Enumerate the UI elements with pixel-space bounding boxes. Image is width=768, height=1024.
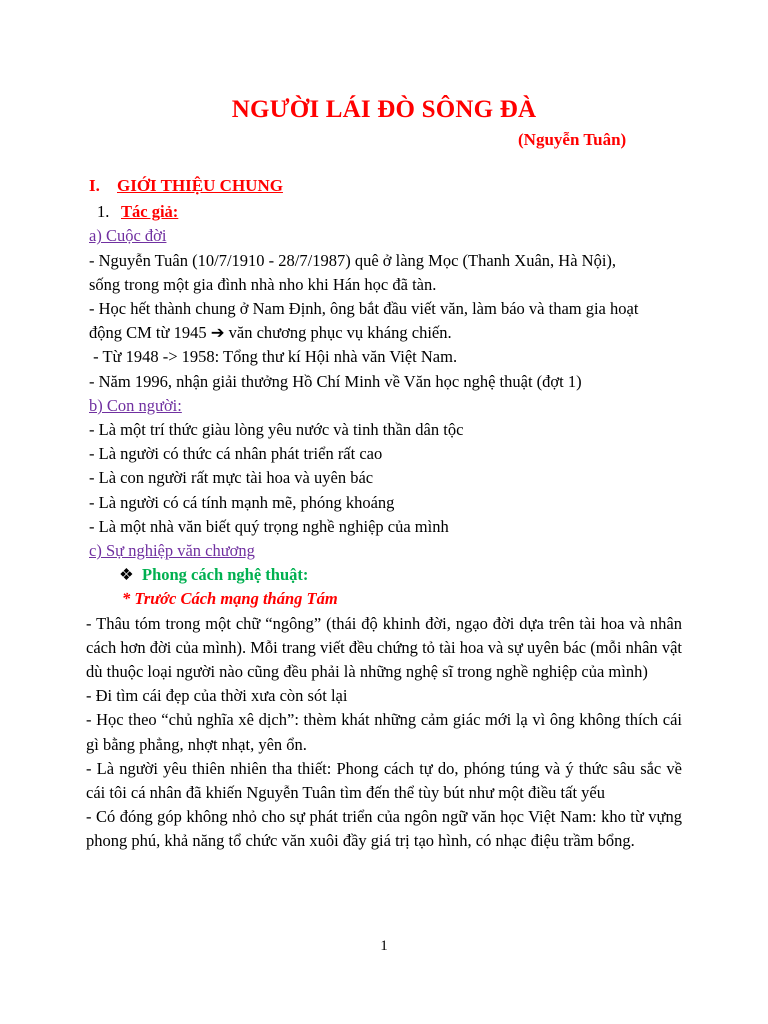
document-title: NGƯỜI LÁI ĐÒ SÔNG ĐÀ <box>231 96 537 123</box>
paragraph: - Học theo “chủ nghĩa xê dịch”: thèm khát những cảm giác mới lạ vì ông không thích cái gì bằng phẳng, nhợt nhạt, yên ổn. <box>86 710 682 754</box>
paragraph-line: - Năm 1996, nhận giải thưởng Hồ Chí Minh về Văn học nghệ thuật (đợt 1) <box>89 371 582 391</box>
list-item: - Là người có cá tính mạnh mẽ, phóng khoáng <box>89 492 395 512</box>
section-heading <box>89 174 689 198</box>
paragraph: - Thâu tóm trong một chữ “ngông” (thái độ khinh đời, ngạo đời dựa trên tài hoa và nhân cách hơn đời của mình). Mỗi trang viết đều chứng tỏ tài hoa và sự uyên bác (mỗi nhân vật dù thuộc loại người nào cũng đều phải là những nghệ sĩ trong nghề nghiệp của mình) <box>86 613 682 682</box>
list-item: - Là con người rất mực tài hoa và uyên bác <box>89 468 374 488</box>
subheading-a: a) Cuộc đời <box>89 226 167 246</box>
paragraph: - Là người yêu thiên nhiên tha thiết: Phong cách tự do, phóng túng và ý thức sâu sắc về cái tôi cá nhân đã khiến Nguyễn Tuân tìm đến thể tùy bút như một điều tất yếu <box>86 758 682 803</box>
paragraph-line: sống trong một gia đình nhà nho khi Hán học đã tàn. <box>89 274 437 294</box>
paragraph-line: - Từ 1948 -> 1958: Tổng thư kí Hội nhà văn Việt Nam. <box>89 347 458 367</box>
item-number: 1. <box>97 202 110 222</box>
style-heading-line <box>89 563 689 587</box>
item-heading <box>89 200 689 224</box>
list-item: - Là người có thức cá nhân phát triển rất cao <box>89 444 383 464</box>
page-number: 1 <box>380 938 388 954</box>
diamond-bullet-icon: ❖ <box>119 565 134 585</box>
paragraph-line: - Nguyễn Tuân (10/7/1910 - 28/7/1987) quê ở làng Mọc (Thanh Xuân, Hà Nội), <box>89 250 617 270</box>
document-author: (Nguyễn Tuân) <box>518 130 627 149</box>
paragraph-line: - Học hết thành chung ở Nam Định, ông bắt đầu viết văn, làm báo và tham gia hoạt <box>89 299 639 319</box>
document-body <box>86 174 689 854</box>
section-title: GIỚI THIỆU CHUNG <box>117 176 283 195</box>
item-title: Tác giả: <box>121 202 179 222</box>
style-heading: Phong cách nghệ thuật: <box>142 565 309 585</box>
era-heading: * Trước Cách mạng tháng Tám <box>122 589 338 609</box>
section-numeral: I. <box>89 176 100 195</box>
list-item: - Là một trí thức giàu lòng yêu nước và tinh thần dân tộc <box>89 420 464 440</box>
list-item: - Là một nhà văn biết quý trọng nghề nghiệp của mình <box>89 516 449 536</box>
paragraph: - Đi tìm cái đẹp của thời xưa còn sót lại <box>86 686 348 706</box>
subheading-c: c) Sự nghiệp văn chương <box>89 541 255 561</box>
paragraph-line: động CM từ 1945 ➔ văn chương phục vụ kháng chiến. <box>89 323 452 343</box>
paragraph: - Có đóng góp không nhỏ cho sự phát triển của ngôn ngữ văn học Việt Nam: kho từ vựng phong phú, khả năng tổ chức văn xuôi đầy giá trị tạo hình, có nhạc điệu trầm bổng. <box>86 807 682 851</box>
subheading-b: b) Con người: <box>89 395 182 415</box>
